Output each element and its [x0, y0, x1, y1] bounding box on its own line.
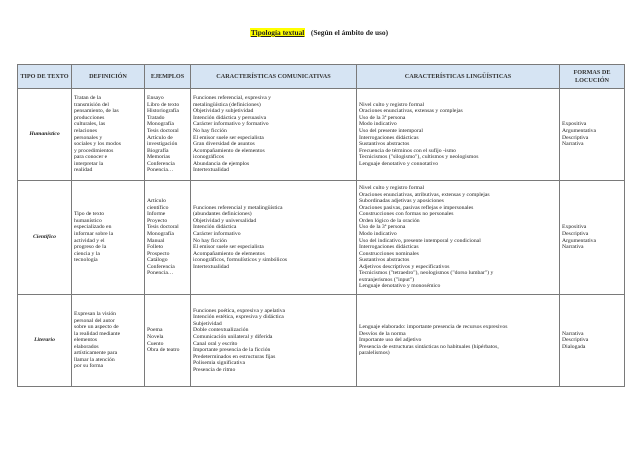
cell-line: producciones	[74, 114, 105, 121]
cell-line: Argumentativa	[562, 127, 597, 134]
cell-line: informar sobre la	[74, 230, 114, 237]
header-row	[18, 65, 625, 89]
cell-line: Monografía	[147, 230, 174, 237]
cell-line: Construcciones nominales	[359, 250, 419, 257]
title-main: Tipología textual	[250, 28, 305, 37]
cell-line: Oraciones enunciativas, atributivas, extensas y complejas	[359, 191, 490, 198]
cell-line: Uso del presente intemporal	[359, 127, 423, 134]
cell-line: Funciones poética, expresiva y apelativa	[193, 307, 286, 314]
cell-line: Intención estética, expresiva y didáctica	[193, 314, 284, 321]
cell-line: Objetividad y universalidad	[193, 217, 257, 224]
cell-line: Dialogada	[562, 343, 586, 350]
cell-line: Biografía	[147, 147, 169, 154]
cell-line: humanístico	[74, 217, 102, 224]
cell-line: Funciones referencial, expresiva y	[193, 95, 272, 102]
cell-line: Historiografía	[147, 108, 179, 115]
cell-formas	[560, 181, 625, 295]
cell-line: Acompañamiento de elementos	[193, 250, 265, 257]
cell-line: Artículo	[147, 198, 166, 205]
cell-line: Nivel culto y registro formal	[359, 185, 425, 192]
cell-line: pensamiento, de las	[74, 108, 119, 115]
cell-line: Carácter informativo y formativo	[193, 121, 269, 128]
cell-line: Funciones referencial y metalingüística	[193, 204, 283, 211]
cell-line: Monografía	[147, 121, 174, 128]
cell-line: Doble contextualización	[193, 327, 249, 334]
cell-line: Expositiva	[562, 224, 587, 231]
cell-line: Tesis doctoral	[147, 224, 179, 231]
cell-line: para conocer e	[74, 154, 108, 161]
cell-line: Intertextualidad	[193, 263, 230, 270]
cell-line: Libro de texto	[147, 101, 180, 108]
cell-line: Narrativa	[562, 141, 584, 148]
cell-line: Folleto	[147, 244, 164, 251]
cell-line: ciencia y la	[74, 250, 100, 257]
cell-line: interpretar la	[74, 160, 104, 167]
cell-line: iconográficos, formulísticos y simbólicos	[193, 257, 288, 264]
cell-line: Sustantivos abstractos	[359, 257, 410, 264]
cell-line: Canal oral y escrito	[193, 340, 238, 347]
cell-line: Artículo de	[147, 134, 173, 141]
table-row	[18, 295, 625, 387]
cell-line: Tecnicismos ("tetraedro"), neologismos ("dorso lumbar") y	[359, 270, 494, 277]
cell-line: Presencia de ritmo	[193, 366, 236, 373]
cell-line: Narrativa	[562, 244, 584, 251]
cell-line: Orden lógico de la oración	[359, 217, 420, 224]
cell-ejemplos	[145, 295, 191, 387]
cell-line: No hay ficción	[193, 127, 227, 134]
cell-linguisticas	[357, 89, 560, 181]
cell-line: Modo indicativo	[359, 230, 397, 237]
cell-line: Tratan de la	[74, 95, 101, 102]
cell-line: Adjetivos descriptivos y especificativos	[359, 263, 450, 270]
cell-line: llamar la atención	[74, 356, 115, 363]
cell-caracteristicas	[191, 89, 357, 181]
cell-line: tecnología	[74, 257, 98, 264]
cell-line: Conferencia	[147, 263, 175, 270]
cell-line: Descriptiva	[562, 134, 589, 141]
cell-line: especializado en	[74, 224, 112, 231]
cell-line: Descriptiva	[562, 337, 589, 344]
cell-line: Sustantivos abstractos	[359, 141, 410, 148]
cell-line: Carácter informativo	[193, 230, 241, 237]
cell-line: Memorias	[147, 154, 171, 161]
cell-line: Lenguaje elaborado: importante presencia de recursos expresivos	[359, 324, 508, 331]
cell-line: Interrogaciones didácticas	[359, 244, 419, 251]
cell-line: Narrativa	[562, 330, 584, 337]
cell-line: Novela	[147, 333, 164, 340]
cell-line: Lenguaje denotativo y monosémico	[359, 283, 441, 290]
cell-definicion	[72, 181, 145, 295]
cell-line: Subjetividad	[193, 320, 222, 327]
cell-line: Modo indicativo	[359, 121, 397, 128]
header-caracteristicas: CARACTERÍSTICAS COMUNICATIVAS	[191, 65, 357, 89]
cell-line: actividad y el	[74, 237, 105, 244]
cell-line: elementos	[74, 337, 98, 344]
cell-definicion	[72, 295, 145, 387]
cell-line: Expositiva	[562, 121, 587, 128]
cell-line: Objetividad y subjetividad	[193, 108, 254, 115]
cell-line: Construcciones con formas no personales	[359, 211, 454, 218]
cell-caracteristicas	[191, 181, 357, 295]
cell-line: personal del autor	[74, 317, 115, 324]
cell-line: Importante presencia de la ficción	[193, 347, 271, 354]
cell-line: Importante uso del adjetivo	[359, 337, 422, 344]
cell-linguisticas	[357, 181, 560, 295]
cell-line: Acompañamiento de elementos	[193, 147, 265, 154]
cell-line: Intención didáctica	[193, 224, 237, 231]
cell-line: Ponencia…	[147, 270, 174, 277]
cell-line: Manual	[147, 237, 165, 244]
cell-line: culturales, las	[74, 121, 106, 128]
table-row	[18, 181, 625, 295]
cell-line: metalingüística (definiciones)	[193, 101, 261, 108]
cell-line: Cuento	[147, 340, 164, 347]
cell-line: Informe	[147, 211, 166, 218]
cell-line: Predeterminados en estructuras fijas	[193, 353, 276, 360]
cell-line: No hay ficción	[193, 237, 227, 244]
document-title	[0, 28, 638, 37]
header-definicion: DEFINICIÓN	[72, 65, 145, 89]
cell-line: artísticamente para	[74, 350, 118, 357]
cell-formas	[560, 89, 625, 181]
cell-line: Oraciones pasivas, pasivas reflejas e impersonales	[359, 204, 474, 211]
cell-line: sociales y los modos	[74, 141, 121, 148]
cell-formas	[560, 295, 625, 387]
cell-line: Lenguaje denotativo y connotativo	[359, 160, 439, 167]
cell-line: Oraciones enunciativas, extensas y complejas	[359, 108, 463, 115]
cell-line: y procedimientos	[74, 147, 114, 154]
cell-line: Tipo de texto	[74, 211, 105, 218]
cell-line: Comunicación unilateral y diferida	[193, 333, 273, 340]
cell-line: Abundancia de ejemplos	[193, 160, 250, 167]
cell-linguisticas	[357, 295, 560, 387]
cell-line: la realidad mediante	[74, 330, 121, 337]
cell-line: transmisión del	[74, 101, 109, 108]
header-tipo: TIPO DE TEXTO	[18, 65, 72, 89]
cell-caracteristicas	[191, 295, 357, 387]
cell-tipo: Científico	[18, 181, 72, 295]
cell-line: paralelismos)	[359, 350, 390, 357]
cell-line: Prospecto	[147, 250, 170, 257]
header-linguisticas: CARACTERÍSTICAS LINGÜÍSTICAS	[357, 65, 560, 89]
cell-line: Gran diversidad de asuntos	[193, 141, 255, 148]
cell-line: Presencia de estructuras sintácticas no habituales (hipérbatos,	[359, 343, 499, 350]
cell-line: Obra de teatro	[147, 347, 180, 354]
cell-line: Desvíos de la norma	[359, 330, 406, 337]
cell-line: investigación	[147, 141, 178, 148]
cell-line: Expresan la visión	[74, 311, 117, 318]
cell-line: Polisemia significativa	[193, 360, 245, 367]
title-subtitle: (Según el ámbito de uso)	[310, 28, 389, 37]
cell-line: sobre un aspecto de	[74, 324, 119, 331]
header-formas: FORMAS DE LOCUCIÓN	[560, 65, 625, 89]
cell-line: Intención didáctica y persuasiva	[193, 114, 267, 121]
cell-line: Ponencia…	[147, 167, 174, 174]
cell-line: científico	[147, 204, 169, 211]
cell-line: Interrogaciones didácticas	[359, 134, 419, 141]
cell-line: iconográficos	[193, 154, 224, 161]
cell-tipo: Humanístico	[18, 89, 72, 181]
cell-line: Uso del indicativo, presente intemporal y condicional	[359, 237, 481, 244]
cell-line: Ensayo	[147, 95, 164, 102]
cell-line: Descriptiva	[562, 230, 589, 237]
cell-line: Conferencia	[147, 160, 175, 167]
cell-line: Uso de la 3ª persona	[359, 224, 406, 231]
cell-tipo: Literario	[18, 295, 72, 387]
cell-line: Uso de la 3ª persona	[359, 114, 406, 121]
cell-line: Subordinadas adjetivas y aposiciones	[359, 198, 444, 205]
cell-line: Argumentativa	[562, 237, 597, 244]
cell-line: El emisor suele ser especialista	[193, 244, 264, 251]
cell-line: Frecuencia de términos con el sufijo -ismo	[359, 147, 456, 154]
cell-line: Proyecto	[147, 217, 168, 224]
cell-ejemplos	[145, 181, 191, 295]
cell-ejemplos	[145, 89, 191, 181]
cell-definicion	[72, 89, 145, 181]
cell-line: Catálogo	[147, 257, 168, 264]
cell-line: extranjerismos ("input")	[359, 276, 415, 283]
cell-line: Tratado	[147, 114, 165, 121]
cell-line: personales y	[74, 134, 103, 141]
cell-line: por su forma	[74, 363, 104, 370]
cell-line: Intertextualidad	[193, 167, 230, 174]
cell-line: Tesis doctoral	[147, 127, 179, 134]
cell-line: Tecnicismos ("silogismo"), cultismos y neologismos	[359, 154, 479, 161]
cell-line: Nivel culto y registro formal	[359, 101, 425, 108]
cell-line: relaciones	[74, 127, 98, 134]
table-row	[18, 89, 625, 181]
cell-line: El emisor suele ser especialista	[193, 134, 264, 141]
typology-table	[17, 64, 625, 387]
header-ejemplos: EJEMPLOS	[145, 65, 191, 89]
cell-line: progreso de la	[74, 244, 107, 251]
cell-line: elaborados	[74, 343, 99, 350]
cell-line: Poema	[147, 327, 163, 334]
cell-line: (abundantes definiciones)	[193, 211, 252, 218]
cell-line: realidad	[74, 167, 93, 174]
